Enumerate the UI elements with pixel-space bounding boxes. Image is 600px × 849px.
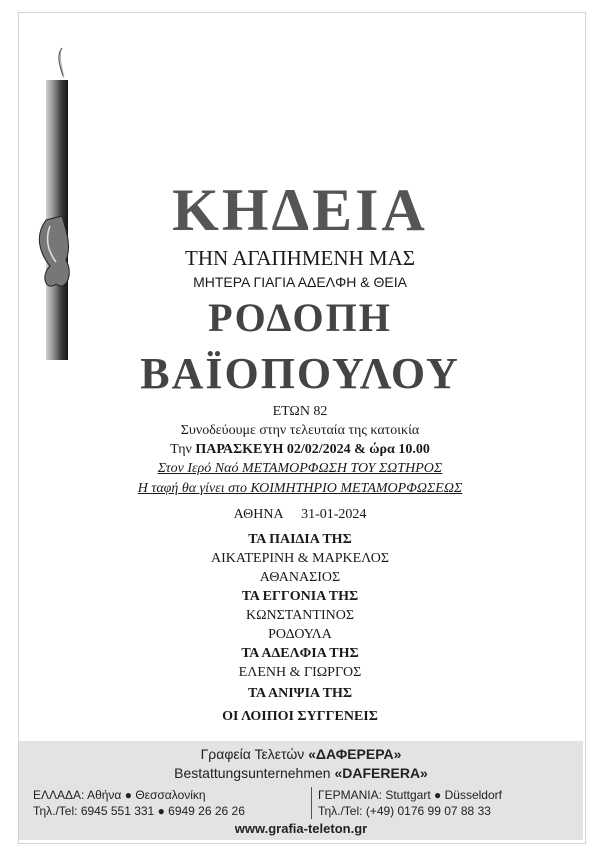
bullet-icon: ● — [434, 788, 442, 802]
footer-contacts — [19, 787, 583, 819]
family-group-label: ΟΙ ΛΟΙΠΟΙ ΣΥΓΓΕΝΕΙΣ — [222, 709, 378, 724]
website-link[interactable]: www.grafia-teleton.gr — [234, 821, 368, 836]
city: Stuttgart — [385, 788, 431, 802]
phone-number[interactable]: 6945 551 331 — [80, 804, 155, 818]
company-prefix: Γραφεία Τελετών — [200, 746, 305, 762]
funeral-date-line — [0, 442, 600, 458]
family-group-label: ΤΑ ΑΝΙΨΙΑ ΤΗΣ — [247, 686, 353, 701]
phone-number[interactable]: (+49) 0176 99 07 88 33 — [365, 804, 491, 818]
church-line — [0, 461, 600, 477]
burial-prefix: Η ταφή θα γίνει στο — [137, 481, 248, 496]
deceased-first-name: ΡΟΔΟΠΗ — [208, 295, 392, 340]
greece-contact — [33, 787, 303, 819]
family-name: ΑΘΑΝΑΣΙΟΣ — [259, 570, 341, 585]
datetime: 02/02/2024 & ώρα 10.00 — [286, 442, 430, 457]
country-label: ΓΕΡΜΑΝΙΑ: — [318, 788, 382, 802]
page-title: ΚΗΔΕΙΑ — [172, 177, 428, 243]
family-group-label: ΤΑ ΑΔΕΛΦΙΑ ΤΗΣ — [241, 646, 359, 661]
footer-banner — [19, 741, 583, 840]
day-prefix: Την — [170, 442, 192, 457]
day: ΠΑΡΑΣΚΕΥΗ — [195, 442, 284, 457]
city: Θεσσαλονίκη — [135, 788, 206, 802]
city: Αθήνα — [87, 788, 122, 802]
footer-company-greek — [19, 746, 583, 762]
intro-text: Συνοδεύουμε στην τελευταία της κατοικία — [180, 423, 420, 438]
country-label: ΕΛΛΑΔΑ: — [33, 788, 85, 802]
bullet-icon: ● — [124, 788, 132, 802]
relations: ΜΗΤΕΡΑ ΓΙΑΓΙΑ ΑΔΕΛΦΗ & ΘΕΙΑ — [193, 274, 407, 290]
company-prefix-de: Bestattungsunternehmen — [174, 765, 331, 781]
footer-company-german — [19, 765, 583, 781]
place: ΑΘΗΝΑ — [233, 507, 284, 522]
burial-line — [0, 481, 600, 497]
burial-place: ΚΟΙΜΗΤΗΡΙΟ ΜΕΤΑΜΟΡΦΩΣΕΩΣ — [250, 481, 463, 496]
family-group-label: ΤΑ ΠΑΙΔΙΑ ΤΗΣ — [248, 532, 352, 547]
place-date — [0, 507, 600, 523]
family-name: ΡΟΔΟΥΛΑ — [268, 627, 332, 642]
family-name: ΑΙΚΑΤΕΡΙΝΗ & ΜΑΡΚΕΛΟΣ — [211, 551, 389, 566]
age: ΕΤΩΝ 82 — [272, 404, 328, 419]
bullet-icon: ● — [157, 804, 165, 818]
church-name: ΜΕΤΑΜΟΡΦΩΣΗ ΤΟΥ ΣΩΤΗΡΟΣ — [241, 461, 443, 476]
phone-number[interactable]: 6949 26 26 26 — [168, 804, 245, 818]
subtitle: ΤΗΝ ΑΓΑΠΗΜΕΝΗ ΜΑΣ — [185, 246, 415, 270]
family-name: ΕΛΕΝΗ & ΓΙΩΡΓΟΣ — [238, 665, 362, 680]
family-group-label: ΤΑ ΕΓΓΟΝΙΑ ΤΗΣ — [241, 589, 359, 604]
phone-label: Τηλ./Tel: — [318, 804, 363, 818]
church-prefix: Στον Ιερό Ναό — [157, 461, 239, 476]
date: 31-01-2024 — [301, 507, 367, 522]
company-name-de: «DAFERERA» — [334, 765, 428, 781]
family-name: ΚΩΝΣΤΑΝΤΙΝΟΣ — [245, 608, 354, 623]
city: Düsseldorf — [444, 788, 502, 802]
deceased-last-name: ΒΑΪΟΠΟΥΛΟΥ — [140, 349, 460, 398]
company-name: «ΔΑΦΕΡΕΡΑ» — [308, 746, 402, 762]
germany-contact — [311, 787, 586, 819]
phone-label: Τηλ./Tel: — [33, 804, 78, 818]
